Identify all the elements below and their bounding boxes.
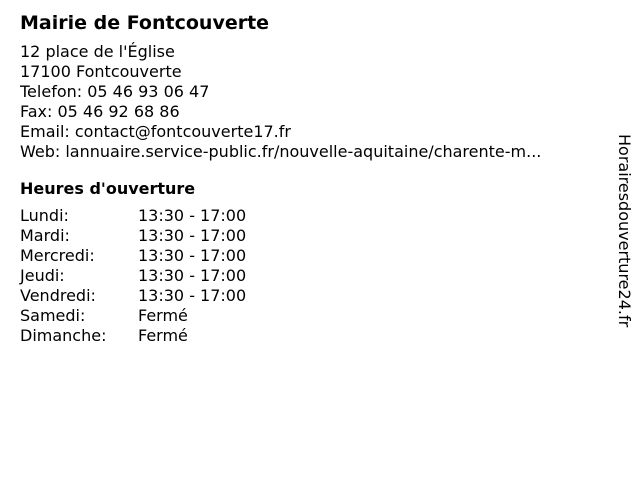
hours-table [20,206,600,346]
hours-row [20,306,600,326]
hours-time: 13:30 - 17:00 [138,266,247,285]
fax-number: Fax: 05 46 92 68 86 [20,102,180,121]
address-block [20,42,600,162]
hours-row [20,226,600,246]
address-city: 17100 Fontcouverte [20,62,182,81]
hours-day: Jeudi: [20,266,65,285]
hours-row [20,246,600,266]
hours-row [20,266,600,286]
brand-watermark: Horairesdouverture24.fr [615,134,634,328]
hours-time: 13:30 - 17:00 [138,286,247,305]
hours-time: 13:30 - 17:00 [138,246,247,265]
hours-time: Fermé [138,306,188,325]
hours-day: Vendredi: [20,286,96,305]
address-street: 12 place de l'Église [20,42,175,61]
hours-row [20,206,600,226]
hours-time: Fermé [138,326,188,345]
hours-day: Mercredi: [20,246,95,265]
hours-day: Lundi: [20,206,69,225]
hours-day: Dimanche: [20,326,107,345]
hours-row [20,286,600,306]
hours-row [20,326,600,346]
web-address: Web: lannuaire.service-public.fr/nouvelle-aquitaine/charente-m... [20,142,542,161]
business-card [20,10,600,346]
hours-day: Mardi: [20,226,70,245]
hours-day: Samedi: [20,306,86,325]
hours-time: 13:30 - 17:00 [138,206,247,225]
email-address: Email: contact@fontcouverte17.fr [20,122,291,141]
business-title: Mairie de Fontcouverte [20,12,270,34]
phone-number: Telefon: 05 46 93 06 47 [20,82,210,101]
hours-time: 13:30 - 17:00 [138,226,247,245]
hours-heading: Heures d'ouverture [20,179,196,198]
